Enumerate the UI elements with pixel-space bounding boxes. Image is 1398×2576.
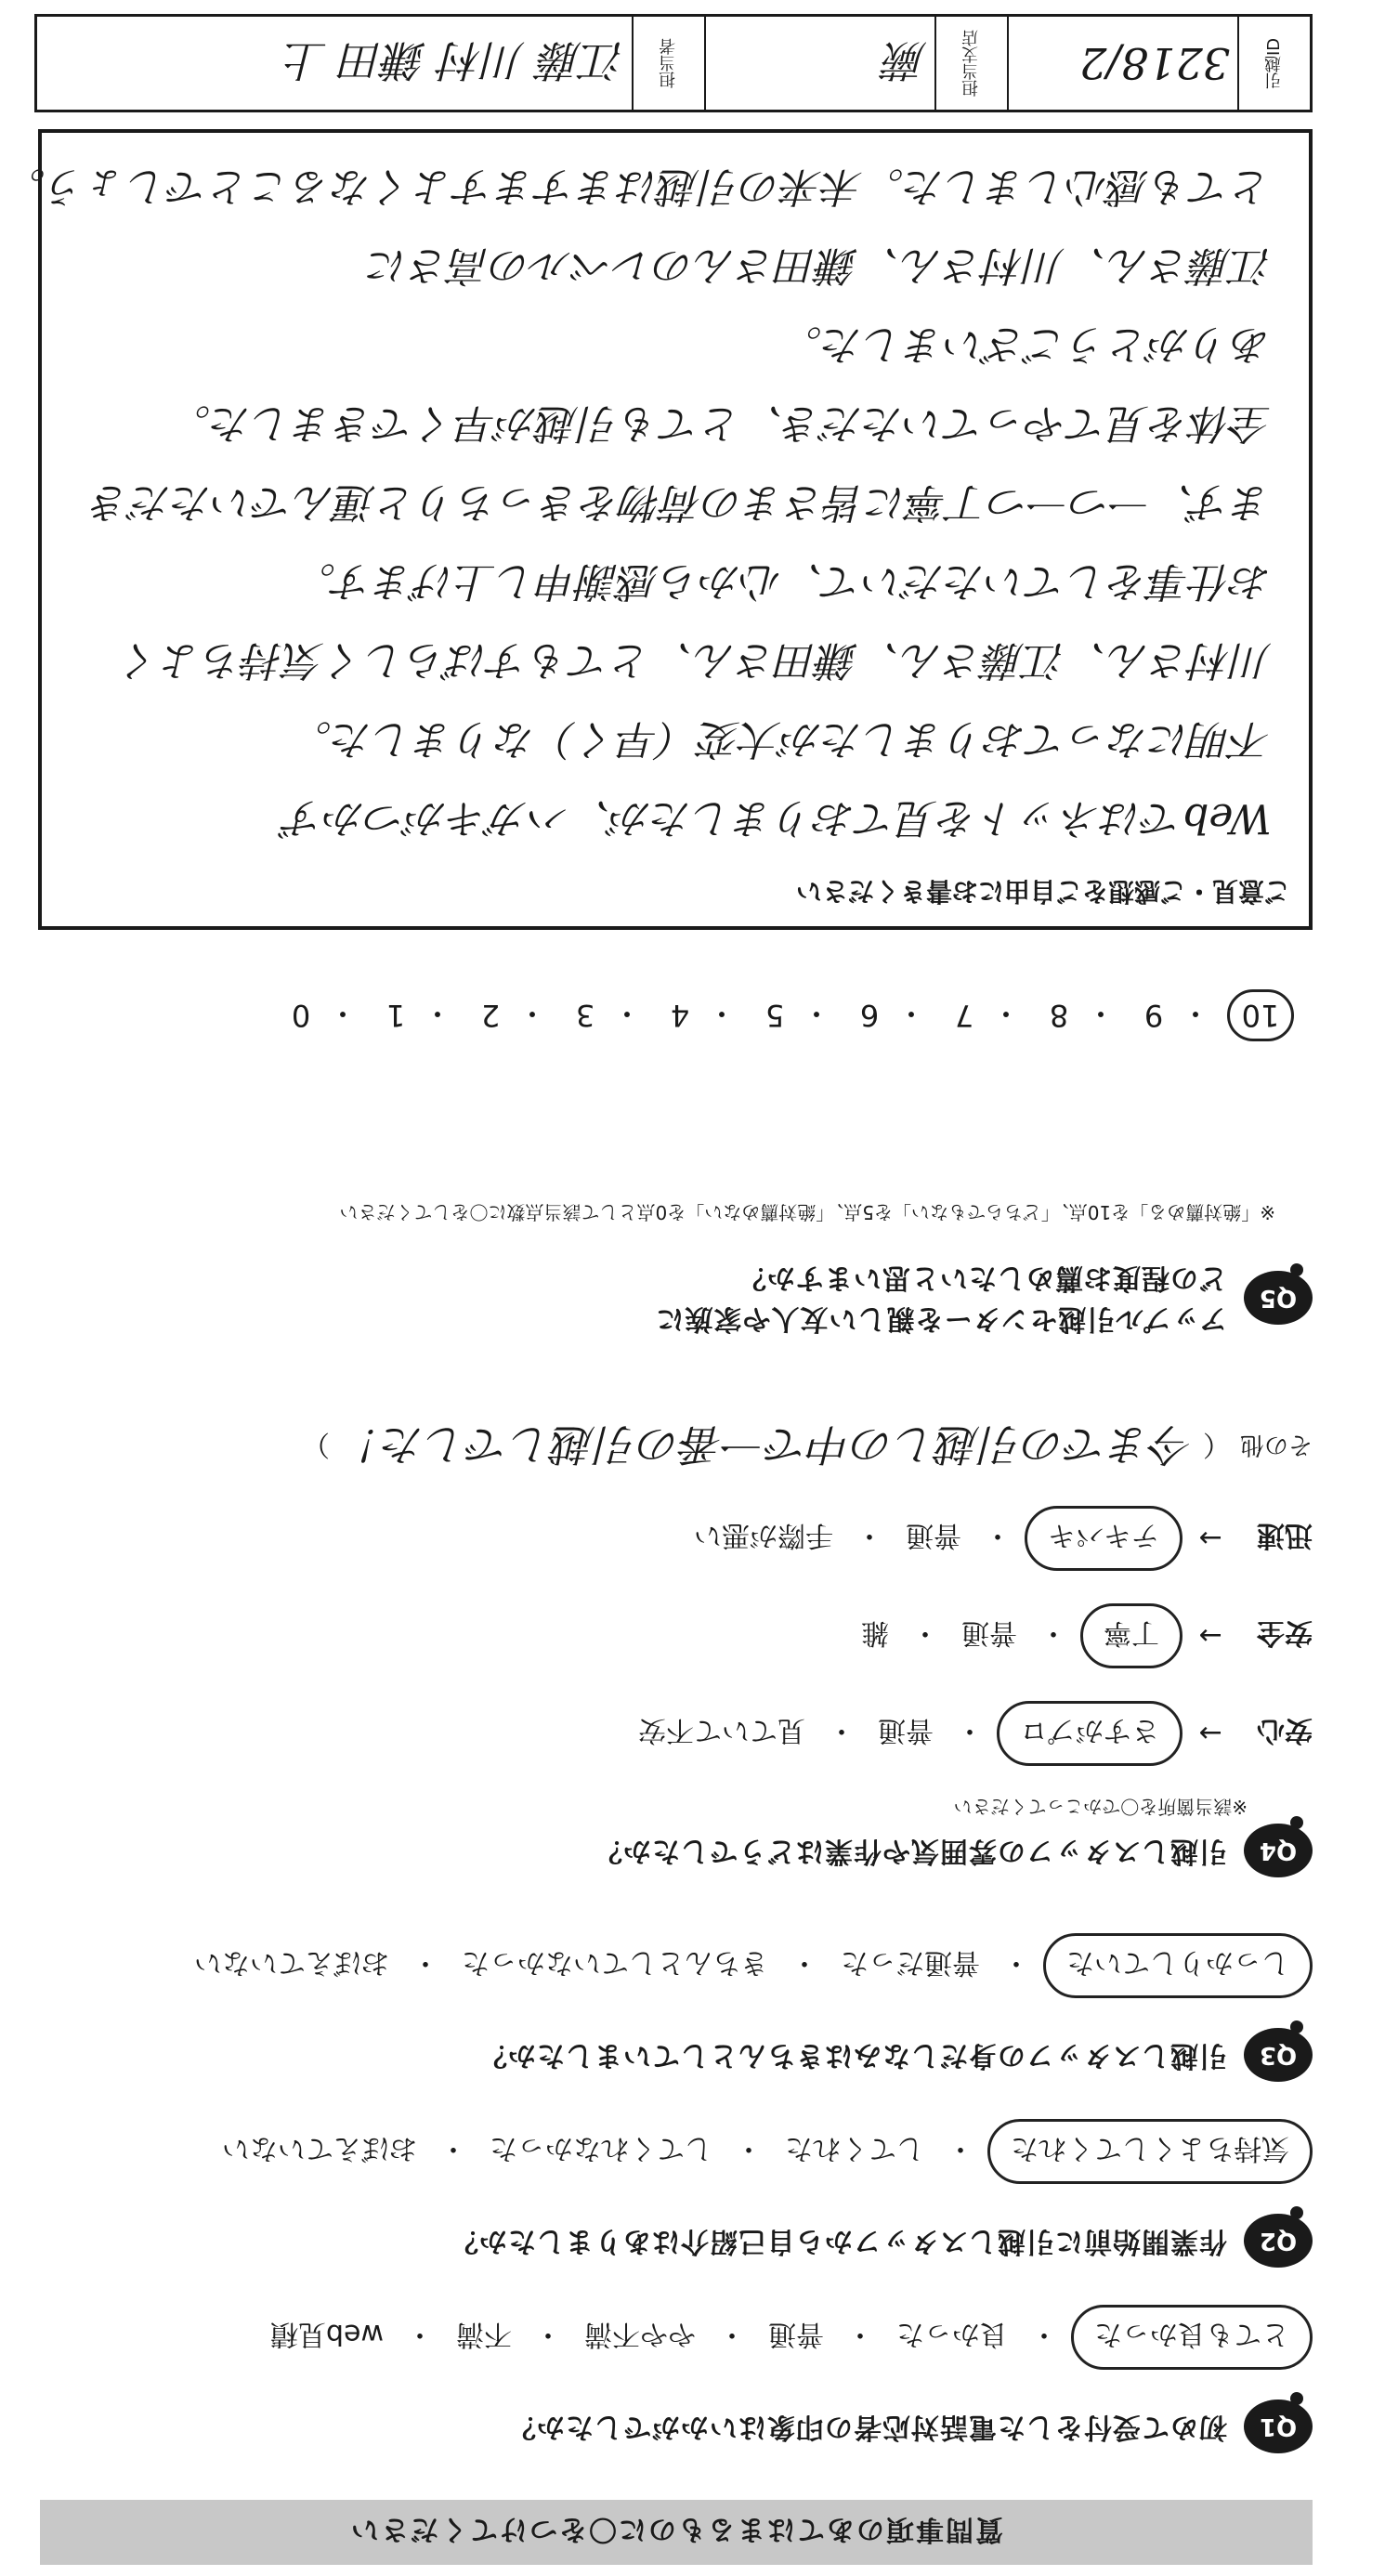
q4-paren-close: ） bbox=[301, 1428, 330, 1460]
staff-header: 担当者 bbox=[632, 17, 704, 110]
q4-row-label: 安全 bbox=[1257, 1616, 1313, 1649]
q5-score-selected[interactable]: 10 bbox=[1227, 989, 1294, 1041]
q5-score[interactable]: 2 bbox=[480, 998, 501, 1033]
q1-option[interactable]: やや不満 bbox=[584, 2318, 696, 2350]
comments-title: ご意見・ご感想をご自由にお書きください bbox=[795, 876, 1290, 907]
question-1 bbox=[507, 2399, 1313, 2453]
question-3 bbox=[478, 2028, 1313, 2082]
instruction-banner: 質問事項のあてはまるものに〇をつけてください bbox=[40, 2500, 1313, 2565]
q2-text: 作業開始前に引越しスタッフから自己紹介はありましたか？ bbox=[450, 2225, 1227, 2257]
comment-line: ありがとうございました。 bbox=[781, 320, 1272, 368]
q5-score[interactable]: 8 bbox=[1049, 998, 1069, 1033]
q2-options: 気持ちよくしてくれた ・ してくれた ・ してくれなかった ・ おぼえていない bbox=[213, 2119, 1313, 2184]
q4-text: 引越しスタッフの雰囲気や作業はどうでしたか？ bbox=[594, 1835, 1227, 1867]
q1-badge: Q1 bbox=[1244, 2399, 1313, 2453]
question-4 bbox=[594, 1824, 1313, 1877]
q2-badge: Q2 bbox=[1244, 2214, 1313, 2268]
q5-text-line2: どの程度お薦めしたいと思いますか？ bbox=[738, 1262, 1227, 1294]
q4-other-handwritten[interactable]: 今までの引越しの中で一番の引越しでした！ bbox=[338, 1419, 1194, 1470]
arrow-right-icon: → bbox=[1198, 1522, 1222, 1555]
q5-text-line1: アップル引越センターを親しい友人や家族に bbox=[655, 1302, 1227, 1335]
q1-option[interactable]: 普通 bbox=[768, 2318, 824, 2350]
branch-header: 担当支店 bbox=[934, 17, 1007, 110]
q4-row-anshin: 安心 → さすがプロ ・ 普通 ・ 見ていて不安 bbox=[629, 1701, 1313, 1766]
q1-option-selected[interactable]: とても良かった bbox=[1071, 2305, 1313, 2370]
q4-other-row bbox=[302, 1417, 1313, 1478]
q4-row-label: 安心 bbox=[1257, 1714, 1313, 1746]
q1-option[interactable]: 良かった bbox=[896, 2318, 1008, 2350]
staff-value[interactable]: 江藤 川村 鎌田 上 bbox=[284, 35, 624, 85]
q4-option[interactable]: 手際が悪い bbox=[694, 1519, 833, 1551]
q1-option[interactable]: 不満 bbox=[456, 2318, 512, 2350]
q1-options: とても良かった ・ 良かった ・ 普通 ・ やや不満 ・ 不満 ・ web見積 bbox=[261, 2305, 1313, 2370]
q3-options: しっかりしていた ・ 普通だった ・ きちんとしていなかった ・ おぼえていない bbox=[185, 1933, 1313, 1998]
q4-row-jinsoku: 迅速 → テキパキ ・ 普通 ・ 手際が悪い bbox=[685, 1506, 1313, 1571]
id-header: 引越ID bbox=[1237, 17, 1310, 110]
q5-score[interactable]: 6 bbox=[859, 998, 880, 1033]
q3-option[interactable]: 普通だった bbox=[841, 1946, 980, 1979]
arrow-right-icon: → bbox=[1198, 1717, 1222, 1750]
q4-option-selected[interactable]: 丁寧 bbox=[1080, 1603, 1182, 1668]
q4-other-label: その他 bbox=[1239, 1431, 1313, 1459]
q4-row-label: 迅速 bbox=[1257, 1519, 1313, 1551]
id-value[interactable]: 3218/2 bbox=[1007, 17, 1237, 110]
comments-box[interactable] bbox=[5, 129, 1313, 930]
q3-text: 引越しスタッフの身だしなみはきちんとしていましたか？ bbox=[478, 2039, 1227, 2072]
q5-score[interactable]: 5 bbox=[764, 998, 785, 1033]
q2-option-selected[interactable]: 気持ちよくしてくれた bbox=[987, 2119, 1313, 2184]
q4-option[interactable]: 普通 bbox=[878, 1714, 934, 1746]
q5-score[interactable]: 3 bbox=[575, 998, 595, 1033]
question-5 bbox=[656, 1257, 1313, 1339]
branch-value[interactable]: 蕨 bbox=[704, 17, 934, 110]
q4-option[interactable]: 雑 bbox=[861, 1616, 889, 1649]
q3-option[interactable]: おぼえていない bbox=[194, 1946, 389, 1979]
q2-option[interactable]: おぼえていない bbox=[222, 2132, 417, 2164]
comment-line: 川村さん、江藤さん、鎌田さん、とてもすばらしく気持ちよく bbox=[120, 636, 1272, 684]
q4-option[interactable]: 普通 bbox=[961, 1616, 1017, 1649]
comment-line: 江藤さん、川村さん、鎌田さんのレベルの高さに bbox=[367, 242, 1272, 289]
q5-score[interactable]: 0 bbox=[291, 998, 311, 1033]
q4-badge: Q4 bbox=[1244, 1824, 1313, 1877]
q5-scale: 10 ・ 9 ・ 8 ・ 7 ・ 6 ・ 5 ・ 4 ・ 3 ・ 2 ・ 1 ・ 0 bbox=[280, 989, 1294, 1041]
q4-option-selected[interactable]: テキパキ bbox=[1025, 1506, 1182, 1571]
q4-paren-open: （ bbox=[1202, 1428, 1231, 1460]
q5-note: ※「絶対薦める」を10点、「どちらでもない」を5点、「絶対薦めない」を0点として該当点数に〇をしてください bbox=[339, 1201, 1275, 1223]
q1-option[interactable]: web見積 bbox=[269, 2318, 384, 2350]
question-2 bbox=[450, 2214, 1313, 2268]
q4-note: ※該当箇所を〇でかこってください bbox=[953, 1796, 1248, 1818]
q3-option-selected[interactable]: しっかりしていた bbox=[1043, 1933, 1313, 1998]
survey-card bbox=[5, 8, 1313, 2565]
id-table bbox=[34, 14, 1313, 112]
q5-score[interactable]: 9 bbox=[1143, 998, 1164, 1033]
q5-score[interactable]: 1 bbox=[385, 998, 406, 1033]
q2-option[interactable]: してくれなかった bbox=[490, 2132, 712, 2164]
q5-badge: Q5 bbox=[1244, 1271, 1313, 1325]
arrow-right-icon: → bbox=[1198, 1619, 1222, 1653]
comment-line: 不明になっておりましたが大変（早く）なりました。 bbox=[291, 715, 1272, 763]
comment-line: まず、一つ一つ丁寧に皆さまの荷物をきっちりと運んでいただき bbox=[89, 478, 1272, 526]
q1-text: 初めて受付をした電話対応者の印象はいかがでしたか？ bbox=[507, 2411, 1227, 2443]
q3-badge: Q3 bbox=[1244, 2028, 1313, 2082]
q4-option-selected[interactable]: さすがプロ bbox=[997, 1701, 1182, 1766]
q2-option[interactable]: してくれた bbox=[785, 2132, 924, 2164]
comment-line: とても感心しました。未来の引越はますますよくなることでしょう。 bbox=[5, 163, 1272, 210]
q3-option[interactable]: きちんとしていなかった bbox=[462, 1946, 768, 1979]
q4-option[interactable]: 見ていて不安 bbox=[638, 1714, 805, 1746]
q4-row-anzen: 安全 → 丁寧 ・ 普通 ・ 雑 bbox=[852, 1603, 1313, 1668]
q4-option[interactable]: 普通 bbox=[906, 1519, 961, 1551]
comment-line: お仕事をしていただいて、心から感謝申し上げます。 bbox=[294, 557, 1272, 605]
q5-score[interactable]: 7 bbox=[954, 998, 974, 1033]
comment-line: Webではネットを見ておりましたが、ハガキがつかず bbox=[283, 794, 1272, 842]
comment-line: 全体を見てやっていただき、とても引越が早くできました。 bbox=[169, 399, 1272, 447]
q5-score[interactable]: 4 bbox=[670, 998, 690, 1033]
